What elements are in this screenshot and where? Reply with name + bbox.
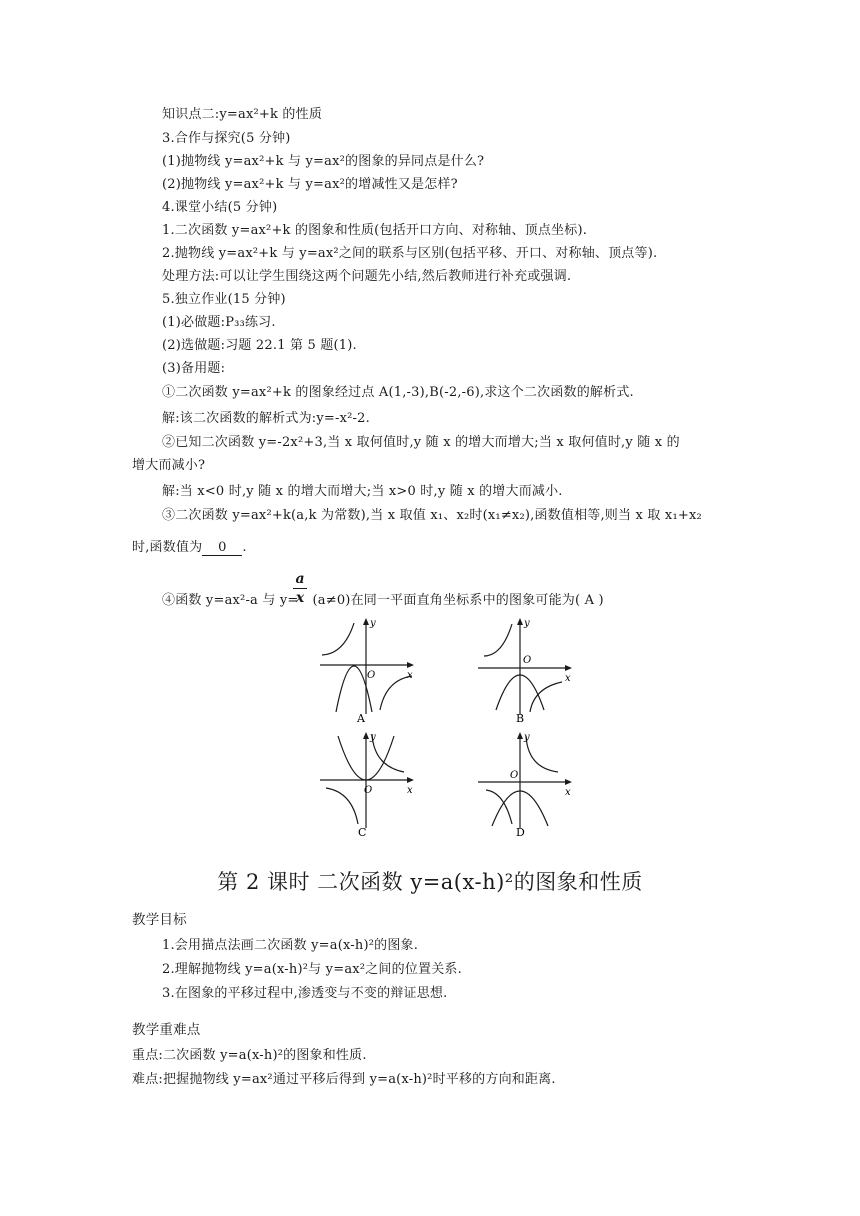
x-axis-arrow — [565, 665, 572, 671]
text-line: (2)抛物线 y=ax²+k 与 y=ax²的增减性又是怎样? — [162, 177, 458, 192]
section-title: 5.独立作业(15 分钟) — [162, 292, 286, 307]
objective-item: 3.在图象的平移过程中,渗透变与不变的辩证思想. — [162, 986, 448, 1001]
origin-label: O — [510, 770, 519, 781]
origin-label: O — [523, 655, 532, 666]
graph-label: D — [516, 826, 525, 839]
x-axis-label: x — [407, 670, 413, 681]
origin-label: O — [367, 670, 376, 681]
text-line: (1)抛物线 y=ax²+k 与 y=ax²的图象的异同点是什么? — [162, 154, 485, 169]
hyperbola-branch — [530, 682, 562, 712]
question-text: 时,函数值为 — [132, 540, 203, 555]
y-axis-label: y — [370, 618, 376, 629]
y-axis-label: y — [524, 618, 530, 629]
section-title: 4.课堂小结(5 分钟) — [162, 200, 278, 215]
section-title: 3.合作与探究(5 分钟) — [162, 131, 291, 146]
hyperbola-branch — [326, 788, 358, 824]
hyperbola-branch — [484, 624, 512, 656]
hyperbola-branch — [526, 736, 558, 772]
text-line: (3)备用题: — [162, 361, 226, 376]
x-axis-label: x — [565, 673, 571, 684]
fraction-a-over-x — [293, 572, 307, 605]
text-line: 处理方法:可以让学生围绕这两个问题先小结,然后教师进行补充或强调. — [162, 269, 572, 284]
x-axis-arrow — [565, 779, 572, 785]
hyperbola-branch — [380, 676, 412, 710]
question-text: . — [242, 540, 247, 555]
graph-label: C — [358, 826, 367, 839]
text-line: (2)选做题:习题 22.1 第 5 题(1). — [162, 338, 357, 353]
text-line: 2.抛物线 y=ax²+k 与 y=ax²之间的联系与区别(包括平移、开口、对称轴、顶点等). — [162, 246, 658, 261]
text-line: 知识点二:y=ax²+k 的性质 — [162, 107, 323, 122]
question-text: (a≠0)在同一平面直角坐标系中的图象可能为( A ) — [312, 593, 604, 608]
answer-line: 解:当 x<0 时,y 随 x 的增大而增大;当 x>0 时,y 随 x 的增大而减小. — [162, 484, 563, 499]
text-line: 1.二次函数 y=ax²+k 的图象和性质(包括开口方向、对称轴、顶点坐标). — [162, 223, 588, 238]
x-axis-arrow — [407, 662, 414, 668]
y-axis-arrow — [517, 732, 523, 739]
objective-item: 2.理解抛物线 y=a(x-h)²与 y=ax²之间的位置关系. — [162, 962, 462, 977]
keypoint-item: 重点:二次函数 y=a(x-h)²的图象和性质. — [132, 1048, 367, 1063]
question-line: 增大而减小? — [132, 458, 206, 473]
hyperbola-branch — [486, 790, 512, 824]
question-line: ③二次函数 y=ax²+k(a,k 为常数),当 x 取值 x₁、x₂时(x₁≠x₂),函数值相等,则当 x 取 x₁+x₂ — [162, 508, 702, 523]
y-axis-arrow — [517, 618, 523, 625]
graph-option-c — [316, 728, 426, 840]
keypoint-item: 难点:把握抛物线 y=ax²通过平移后得到 y=a(x-h)²时平移的方向和距离. — [132, 1072, 556, 1087]
fraction-denominator: x — [295, 590, 305, 606]
fraction-bar — [293, 588, 307, 589]
x-axis-arrow — [407, 777, 414, 783]
y-axis-label: y — [524, 732, 530, 743]
objective-item: 1.会用描点法画二次函数 y=a(x-h)²的图象. — [162, 938, 419, 953]
origin-label: O — [364, 785, 373, 796]
y-axis-arrow — [363, 732, 369, 739]
graph-option-a — [316, 614, 426, 726]
graph-label: A — [357, 712, 365, 725]
lesson-heading: 第 2 课时 二次函数 y=a(x-h)²的图象和性质 — [217, 870, 643, 894]
question-line: ②已知二次函数 y=-2x²+3,当 x 取何值时,y 随 x 的增大而增大;当 x 取何值时,y 随 x 的 — [162, 435, 680, 450]
graph-label: B — [516, 712, 525, 725]
x-axis-label: x — [565, 787, 571, 798]
graph-option-d — [474, 728, 584, 840]
objectives-title: 教学目标 — [132, 912, 187, 928]
question-line — [162, 592, 604, 610]
graph-option-b — [474, 614, 584, 726]
question-line: ①二次函数 y=ax²+k 的图象经过点 A(1,-3),B(-2,-6),求这个二次函数的解析式. — [162, 385, 634, 400]
keypoints-title: 教学重难点 — [132, 1022, 201, 1038]
x-axis-label: x — [407, 785, 413, 796]
text-line: (1)必做题:P₃₃练习. — [162, 315, 276, 330]
hyperbola-branch — [322, 623, 354, 655]
y-axis-label: y — [370, 732, 376, 743]
question-text: ④函数 y=ax²-a 与 y= — [162, 593, 299, 608]
answer-line: 解:该二次函数的解析式为:y=-x²-2. — [162, 411, 370, 426]
question-line — [132, 539, 247, 557]
fraction-numerator: a — [295, 571, 305, 587]
answer-blank: 0 — [202, 541, 242, 556]
y-axis-arrow — [363, 618, 369, 625]
